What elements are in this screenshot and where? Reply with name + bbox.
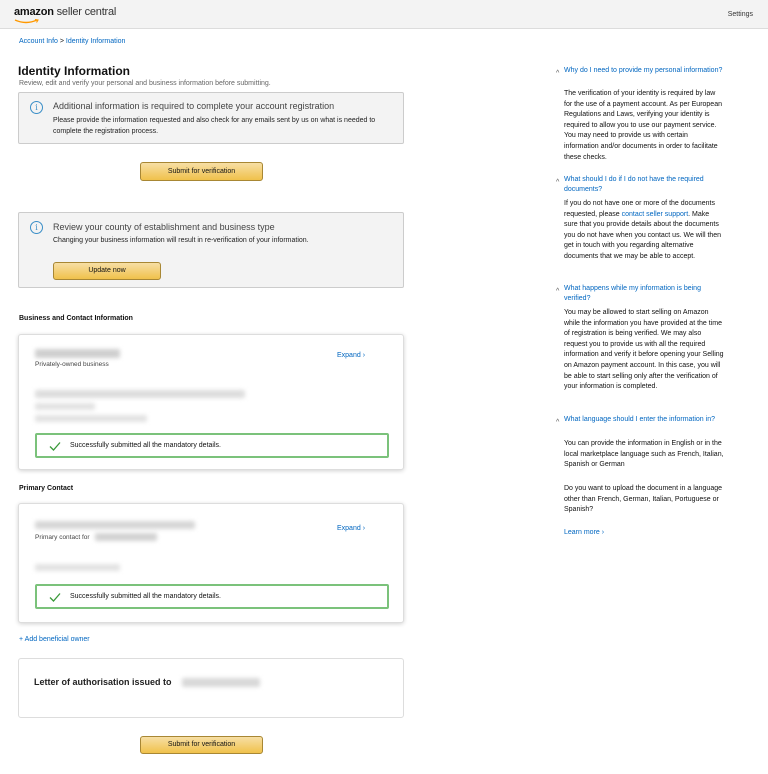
redacted-business-name [35,349,120,358]
submit-for-verification-button-bottom[interactable]: Submit for verification [140,736,263,754]
primary-success-message: Successfully submitted all the mandatory details. [35,584,389,609]
settings-link[interactable]: Settings [727,11,753,18]
letter-title: Letter of authorisation issued to [34,677,172,687]
update-now-button[interactable]: Update now [53,262,161,280]
primary-contact-for-label: Primary contact for [35,534,90,541]
faq-answer-required-documents: If you do not have one or more of the documents requested, please contact seller support. Make sure that you provide details about the documents you do not have when you contact us. We will then get in touch with you regarding alternative documents that we may be able to accept. [564,200,722,260]
primary-contact-heading: Primary Contact [19,485,74,492]
info-icon: i [30,221,43,234]
redacted-business-ref [95,533,157,541]
info-icon: i [30,101,43,114]
page-subtitle: Review, edit and verify your personal and business information before submitting. [19,80,271,87]
faq-question-language[interactable]: What language should I enter the information in? [564,416,715,423]
add-beneficial-owner-link[interactable]: + Add beneficial owner [19,636,90,643]
faq-answer-personal-info: The verification of your identity is required by law for the use of a payment account. As per European Regulations and Laws, verifying your identity is required to allow you to use our payment service. You may need to provide us with certain information and/or documents in order to facilitate these checks. [564,90,722,161]
faq-answer-being-verified: You may be allowed to start selling on Amazon while the information you have provided at the time of registration is being verified. We may also request you to provide us with all the required information and verify it before opening your Selling on Amazon payment account. In this case, you will be able to start selling only after the verification of your information is completed. [564,309,724,391]
breadcrumb-identity-information[interactable]: Identity Information [65,38,126,45]
collapse-caret-icon[interactable]: ^ [556,288,560,295]
page-title: Identity Information [18,64,130,78]
registration-alert [18,92,404,144]
business-success-message: Successfully submitted all the mandatory details. [35,433,389,458]
breadcrumb-account-info[interactable]: Account Info [19,38,58,45]
chevron-right-icon: › [362,352,366,359]
submit-for-verification-button[interactable]: Submit for verification [140,162,263,181]
learn-more-link[interactable]: Learn more › [564,529,605,536]
faq-question-required-documents[interactable]: What should I do if I do not have the required documents? [564,176,704,193]
redacted-address-line [35,390,245,398]
business-type-alert [18,212,404,288]
chevron-right-icon: › [601,529,605,536]
chevron-right-icon: › [362,525,366,532]
business-card [18,334,404,470]
faq-answer-language: You can provide the information in English or in the local marketplace language such as French, Italian, Spanish or German [564,440,724,469]
redacted-address-line [35,403,95,410]
expand-business-link[interactable]: Expand › [337,352,366,359]
contact-seller-support-link[interactable]: contact seller support [621,210,689,218]
alert-title: Review your county of establishment and business type [53,222,275,232]
faq-question-being-verified[interactable]: What happens while my information is being verified? [564,285,701,302]
checkmark-icon [48,590,62,604]
expand-primary-contact-link[interactable]: Expand › [337,525,366,532]
business-type-label: Privately-owned business [35,361,109,368]
faq-answer-language-other: Do you want to upload the document in a language other than French, German, Italian, Portuguese or Spanish? [564,485,723,514]
faq-question-personal-info[interactable]: Why do I need to provide my personal information? [564,67,723,74]
collapse-caret-icon[interactable]: ^ [556,70,560,77]
alert-title: Additional information is required to complete your account registration [53,101,335,111]
collapse-caret-icon[interactable]: ^ [556,179,560,186]
alert-body: Changing your business information will result in re-verification of your information. [53,237,309,244]
breadcrumb: Account Info > Identity Information [19,38,126,45]
redacted-contact-name [35,521,195,529]
collapse-caret-icon[interactable]: ^ [556,419,560,426]
redacted-letter-recipient [182,678,260,687]
amazon-smile-icon [14,19,40,24]
top-bar [0,0,768,29]
amazon-seller-central-logo[interactable]: amazon seller central [14,6,117,18]
business-contact-heading: Business and Contact Information [19,315,133,322]
alert-body: Please provide the information requested and also check for any emails sent by us on what is needed to complete the registration process. [53,117,376,135]
redacted-email-line [35,564,120,571]
letter-of-authorisation-card [18,658,404,718]
redacted-email-line [35,415,147,422]
primary-contact-card [18,503,404,623]
checkmark-icon [48,439,62,453]
